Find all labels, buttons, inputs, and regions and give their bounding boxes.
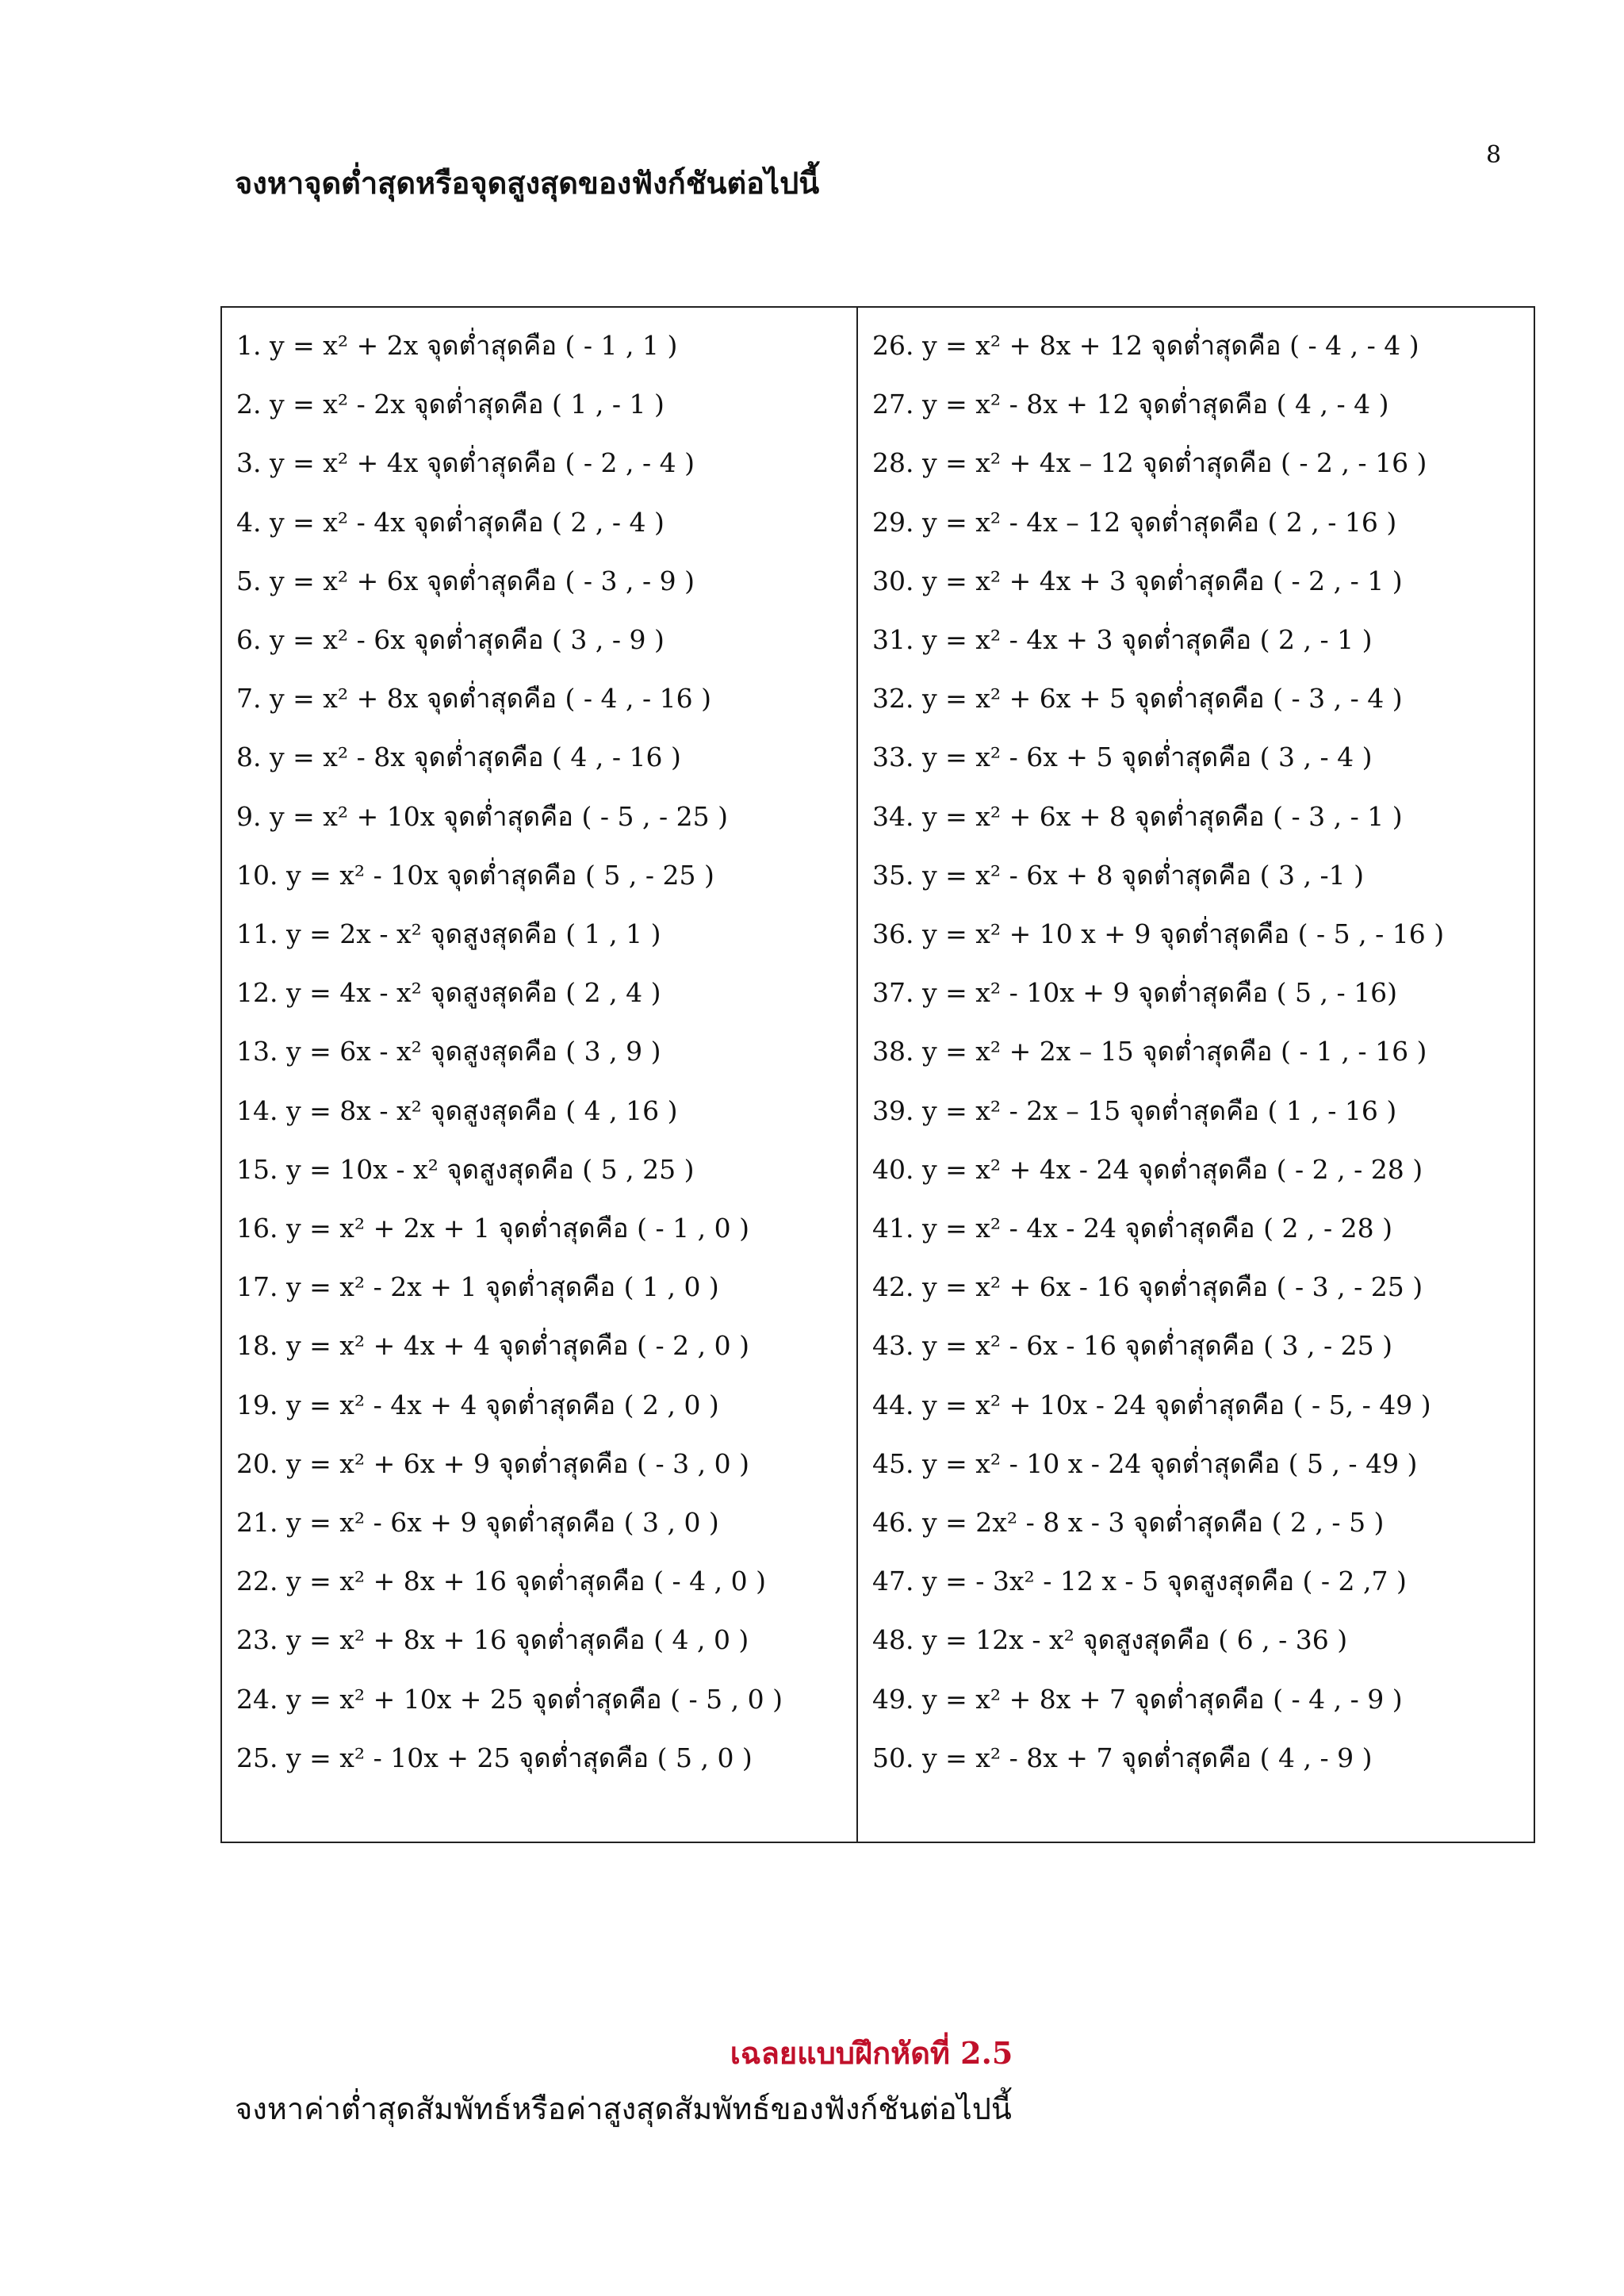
- equation-item: 25. y = x² - 10x + 25 จุดต่ำสุดคือ ( 5 , 0 ): [236, 1742, 753, 1773]
- equation-item: 6. y = x² - 6x จุดต่ำสุดคือ ( 3 , - 9 ): [236, 624, 665, 655]
- equation-item: 7. y = x² + 8x จุดต่ำสุดคือ ( - 4 , - 16 ): [236, 683, 711, 715]
- equation-item: 27. y = x² - 8x + 12 จุดต่ำสุดคือ ( 4 , - 4 ): [872, 389, 1389, 420]
- page-heading: จงหาจุดต่ำสุดหรือจุดสูงสุดของฟังก์ชันต่อไปนี้: [235, 165, 820, 201]
- equation-item: 16. y = x² + 2x + 1 จุดต่ำสุดคือ ( - 1 , 0 ): [236, 1213, 749, 1244]
- equation-item: 42. y = x² + 6x - 16 จุดต่ำสุดคือ ( - 3 , - 25 ): [872, 1271, 1423, 1303]
- equation-item: 14. y = 8x - x² จุดสูงสุดคือ ( 4 , 16 ): [236, 1094, 678, 1126]
- equation-item: 1. y = x² + 2x จุดต่ำสุดคือ ( - 1 , 1 ): [236, 330, 678, 361]
- column-divider: [856, 308, 858, 1842]
- equation-item: 47. y = - 3x² - 12 x - 5 จุดสูงสุดคือ ( - 2 ,7 ): [872, 1566, 1407, 1597]
- equation-item: 29. y = x² - 4x – 12 จุดต่ำสุดคือ ( 2 , - 16 ): [872, 506, 1397, 538]
- equation-item: 4. y = x² - 4x จุดต่ำสุดคือ ( 2 , - 4 ): [236, 506, 665, 538]
- equation-item: 35. y = x² - 6x + 8 จุดต่ำสุดคือ ( 3 , -1 ): [872, 859, 1364, 891]
- equation-item: 10. y = x² - 10x จุดต่ำสุดคือ ( 5 , - 25 ): [236, 859, 714, 891]
- equation-item: 24. y = x² + 10x + 25 จุดต่ำสุดคือ ( - 5 , 0 ): [236, 1683, 783, 1715]
- equation-item: 50. y = x² - 8x + 7 จุดต่ำสุดคือ ( 4 , - 9 ): [872, 1742, 1373, 1773]
- equation-item: 5. y = x² + 6x จุดต่ำสุดคือ ( - 3 , - 9 ): [236, 565, 695, 596]
- equation-item: 33. y = x² - 6x + 5 จุดต่ำสุดคือ ( 3 , - 4 ): [872, 742, 1373, 773]
- answer-subtitle: จงหาค่าต่ำสุดสัมพัทธ์หรือค่าสูงสุดสัมพัทธ์ของฟังก์ชันต่อไปนี้: [235, 2091, 1012, 2126]
- equation-item: 18. y = x² + 4x + 4 จุดต่ำสุดคือ ( - 2 , 0 ): [236, 1330, 749, 1362]
- equation-item: 44. y = x² + 10x - 24 จุดต่ำสุดคือ ( - 5, - 49 ): [872, 1389, 1431, 1420]
- equation-item: 39. y = x² - 2x – 15 จุดต่ำสุดคือ ( 1 , - 16 ): [872, 1094, 1397, 1126]
- equation-item: 15. y = 10x - x² จุดสูงสุดคือ ( 5 , 25 ): [236, 1153, 695, 1185]
- equation-item: 3. y = x² + 4x จุดต่ำสุดคือ ( - 2 , - 4 ): [236, 447, 695, 479]
- equation-item: 11. y = 2x - x² จุดสูงสุดคือ ( 1 , 1 ): [236, 918, 661, 949]
- equation-item: 43. y = x² - 6x - 16 จุดต่ำสุดคือ ( 3 , - 25 ): [872, 1330, 1392, 1362]
- equation-item: 46. y = 2x² - 8 x - 3 จุดต่ำสุดคือ ( 2 , - 5 ): [872, 1507, 1385, 1538]
- answer-title: เฉลยแบบฝึกหัดที่ 2.5: [730, 2035, 1013, 2071]
- equation-item: 30. y = x² + 4x + 3 จุดต่ำสุดคือ ( - 2 , - 1 ): [872, 565, 1403, 596]
- equation-item: 19. y = x² - 4x + 4 จุดต่ำสุดคือ ( 2 , 0 ): [236, 1389, 719, 1420]
- equation-item: 2. y = x² - 2x จุดต่ำสุดคือ ( 1 , - 1 ): [236, 389, 665, 420]
- equation-item: 34. y = x² + 6x + 8 จุดต่ำสุดคือ ( - 3 , - 1 ): [872, 800, 1403, 832]
- equation-item: 23. y = x² + 8x + 16 จุดต่ำสุดคือ ( 4 , 0 ): [236, 1624, 749, 1656]
- equation-item: 40. y = x² + 4x - 24 จุดต่ำสุดคือ ( - 2 , - 28 ): [872, 1153, 1423, 1185]
- equation-item: 9. y = x² + 10x จุดต่ำสุดคือ ( - 5 , - 25 ): [236, 800, 728, 832]
- equation-item: 20. y = x² + 6x + 9 จุดต่ำสุดคือ ( - 3 , 0 ): [236, 1447, 749, 1479]
- equation-item: 48. y = 12x - x² จุดสูงสุดคือ ( 6 , - 36 ): [872, 1624, 1348, 1656]
- equation-item: 26. y = x² + 8x + 12 จุดต่ำสุดคือ ( - 4 , - 4 ): [872, 330, 1419, 361]
- equation-item: 36. y = x² + 10 x + 9 จุดต่ำสุดคือ ( - 5 , - 16 ): [872, 918, 1445, 949]
- equation-item: 22. y = x² + 8x + 16 จุดต่ำสุดคือ ( - 4 , 0 ): [236, 1566, 766, 1597]
- equation-item: 32. y = x² + 6x + 5 จุดต่ำสุดคือ ( - 3 , - 4 ): [872, 683, 1403, 715]
- equation-item: 8. y = x² - 8x จุดต่ำสุดคือ ( 4 , - 16 ): [236, 742, 681, 773]
- equation-item: 13. y = 6x - x² จุดสูงสุดคือ ( 3 , 9 ): [236, 1036, 661, 1068]
- equation-item: 31. y = x² - 4x + 3 จุดต่ำสุดคือ ( 2 , - 1 ): [872, 624, 1373, 655]
- equation-item: 17. y = x² - 2x + 1 จุดต่ำสุดคือ ( 1 , 0 ): [236, 1271, 719, 1303]
- equation-item: 45. y = x² - 10 x - 24 จุดต่ำสุดคือ ( 5 , - 49 ): [872, 1447, 1418, 1479]
- exercise-box: [220, 306, 1535, 1843]
- page-number: 8: [1486, 141, 1502, 169]
- equation-item: 49. y = x² + 8x + 7 จุดต่ำสุดคือ ( - 4 , - 9 ): [872, 1683, 1403, 1715]
- equation-item: 28. y = x² + 4x – 12 จุดต่ำสุดคือ ( - 2 , - 16 ): [872, 447, 1427, 479]
- equation-item: 12. y = 4x - x² จุดสูงสุดคือ ( 2 , 4 ): [236, 977, 661, 1009]
- equation-item: 41. y = x² - 4x - 24 จุดต่ำสุดคือ ( 2 , - 28 ): [872, 1213, 1392, 1244]
- equation-item: 38. y = x² + 2x – 15 จุดต่ำสุดคือ ( - 1 , - 16 ): [872, 1036, 1427, 1068]
- equation-item: 21. y = x² - 6x + 9 จุดต่ำสุดคือ ( 3 , 0 ): [236, 1507, 719, 1538]
- equation-item: 37. y = x² - 10x + 9 จุดต่ำสุดคือ ( 5 , - 16): [872, 977, 1397, 1009]
